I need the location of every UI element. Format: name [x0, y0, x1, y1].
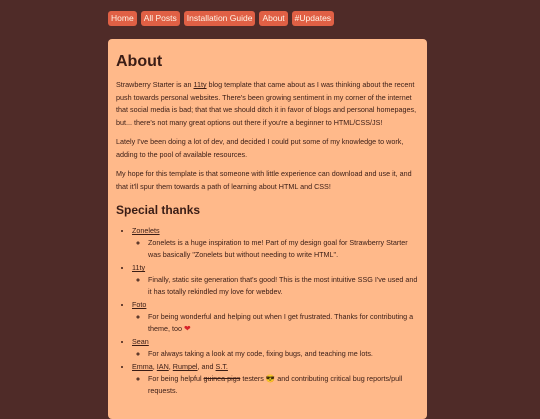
testers-description	[148, 373, 419, 397]
sub-list	[132, 348, 419, 360]
emma-link[interactable]: Emma	[132, 362, 153, 371]
sub-list	[132, 373, 419, 397]
zonelets-description: ◦ Zonelets is a huge inspiration to me! Part of my design goal for Strawberry Starter was basically "Zonelets but without needing to write HTML".	[148, 237, 419, 261]
sunglasses-icon: 😎	[265, 374, 276, 383]
list-item	[132, 336, 419, 360]
intro-paragraph	[116, 79, 419, 129]
intro-text-start: Strawberry Starter is an	[116, 80, 194, 89]
nav-all-posts-link[interactable]: All Posts	[141, 11, 180, 26]
eleventy-link[interactable]: 11ty	[132, 263, 146, 272]
thanks-list	[116, 225, 419, 397]
sean-link[interactable]: Sean	[132, 337, 149, 346]
nav-updates-link[interactable]: #Updates	[292, 11, 334, 26]
sub-list	[132, 311, 419, 335]
list-item	[132, 262, 419, 298]
rumpel-link[interactable]: Rumpel	[172, 362, 198, 371]
heart-icon: ❤	[183, 324, 191, 333]
testers-text-middle: testers	[240, 374, 266, 383]
separator-text: ,	[168, 362, 173, 371]
testers-text-start: For being helpful	[148, 374, 204, 383]
st-link[interactable]: S.T.	[215, 362, 228, 371]
intro-text-end: blog template that came about as I was thinking about the recent push towards personal websites. There's been growing sentiment in my corner of the internet that social media is bad; that that we should ditch it in favor of blogs and personal homepages, but... there's not many great options out there if you're a beginner to HTML/CSS/JS!	[116, 80, 417, 127]
eleventy-description: ◦ Finally, static site generation that's good! This is the most intuitive SSG I've used and it has totally rekindled my love for webdev.	[148, 274, 419, 298]
content-card	[108, 39, 427, 419]
nav-installation-guide-link[interactable]: Installation Guide	[184, 11, 256, 26]
testers-text-end: and contributing critical bug reports/pull requests.	[148, 374, 403, 395]
page-title: About	[116, 53, 163, 70]
special-thanks-heading: Special thanks	[116, 203, 201, 217]
sub-list	[132, 237, 419, 261]
separator-text: , and	[197, 362, 216, 371]
list-item	[132, 361, 419, 397]
struck-text: guinea pigs	[203, 374, 241, 383]
sean-description: ◦ For always taking a look at my code, fixing bugs, and teaching me lots.	[148, 348, 419, 360]
foto-link[interactable]: Foto	[132, 300, 147, 309]
ian-link[interactable]: IAN	[156, 362, 169, 371]
eleventy-inline-link[interactable]: 11ty	[193, 80, 207, 89]
list-item	[132, 299, 419, 335]
list-item	[132, 225, 419, 261]
hope-paragraph: My hope for this template is that someone with little experience can download and use it, and that it'll spur them towards a path of learning about HTML and CSS!	[116, 169, 412, 191]
foto-text: For being wonderful and helping out when I get frustrated. Thanks for contributing a theme, too	[148, 312, 414, 333]
separator-text: ,	[152, 362, 157, 371]
dev-paragraph: Lately I've been doing a lot of dev, and decided I could put some of my knowledge to work, adding to the pool of available resources.	[116, 137, 404, 159]
nav-about-link[interactable]: About	[259, 11, 287, 26]
foto-description	[148, 311, 419, 335]
top-navigation	[108, 11, 428, 26]
zonelets-link[interactable]: Zonelets	[132, 226, 160, 235]
nav-home-link[interactable]: Home	[108, 11, 137, 26]
sub-list	[132, 274, 419, 298]
